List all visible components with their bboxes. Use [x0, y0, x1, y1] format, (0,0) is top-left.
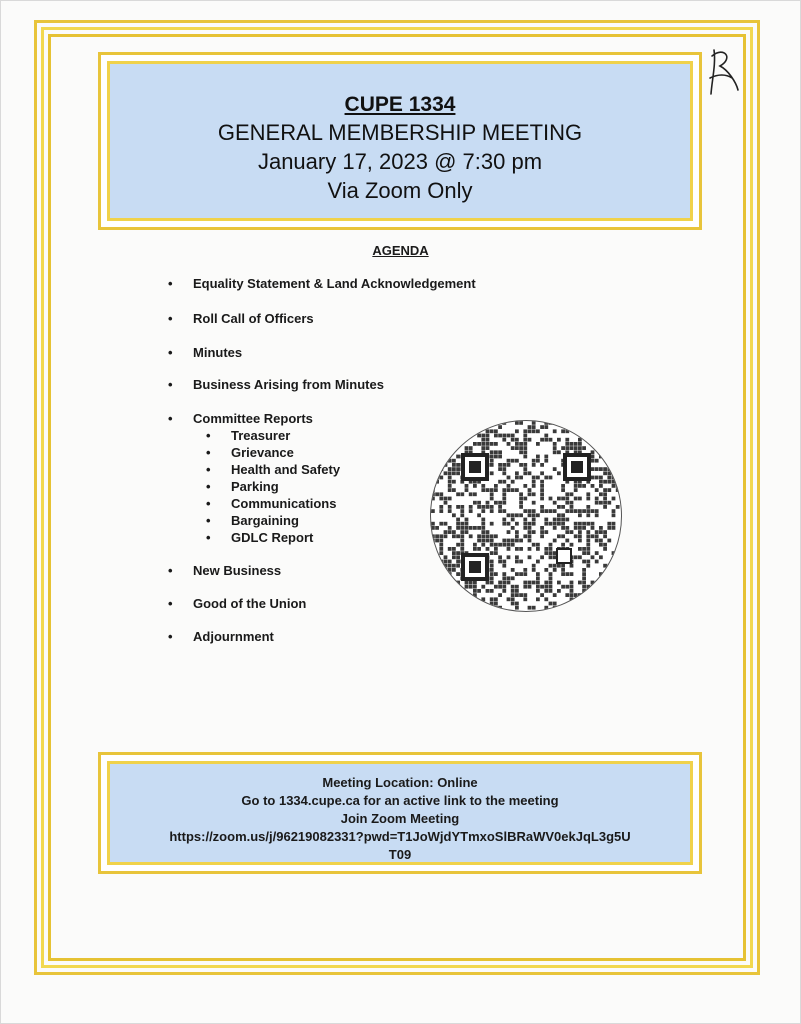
meeting-date: January 17, 2023 @ 7:30 pm — [257, 149, 543, 174]
agenda-item-label: Equality Statement & Land Acknowledgement — [193, 276, 476, 291]
zoom-link[interactable]: https://zoom.us/j/96219082331?pwd=T1JoWjdYTmxoSlBRaWV0ekJqL3g5U — [169, 829, 631, 844]
agenda-item-label: Roll Call of Officers — [193, 311, 314, 326]
bullet: • — [206, 513, 211, 528]
agenda-item-label: Committee Reports — [193, 411, 313, 426]
meeting-type: GENERAL MEMBERSHIP MEETING — [217, 120, 583, 145]
footer-inner — [107, 761, 693, 865]
sub-item-label: Parking — [231, 479, 279, 494]
location-label: Meeting Location: Online — [322, 775, 478, 790]
sub-item-label: Bargaining — [231, 513, 299, 528]
bullet: • — [206, 428, 211, 443]
join-zoom-label: Join Zoom Meeting — [340, 811, 460, 826]
footer-box — [98, 752, 702, 874]
agenda-heading: AGENDA — [372, 243, 429, 258]
bullet: • — [168, 596, 173, 611]
handwritten-initials — [706, 44, 740, 98]
bullet: • — [206, 462, 211, 477]
sub-item-label: Health and Safety — [231, 462, 341, 477]
sub-item-label: Communications — [231, 496, 337, 511]
website-instruction: Go to 1334.cupe.ca for an active link to the meeting — [241, 793, 559, 808]
bullet: • — [168, 377, 173, 392]
bullet: • — [168, 311, 173, 326]
bullet: • — [206, 479, 211, 494]
bullet: • — [168, 563, 173, 578]
bullet: • — [168, 629, 173, 644]
sub-item-label: Treasurer — [231, 428, 291, 443]
qr-code-icon[interactable] — [430, 420, 622, 612]
bullet: • — [206, 496, 211, 511]
header-inner — [107, 61, 693, 221]
meeting-venue: Via Zoom Only — [327, 178, 473, 203]
bullet: • — [168, 345, 173, 360]
bullet: • — [168, 411, 173, 426]
agenda-item-label: Adjournment — [193, 629, 274, 644]
agenda-item-label: Minutes — [193, 345, 243, 360]
header-box — [98, 52, 702, 230]
sub-item-label: Grievance — [231, 445, 294, 460]
bullet: • — [206, 445, 211, 460]
sub-item-label: GDLC Report — [231, 530, 314, 545]
header-text — [110, 92, 690, 205]
agenda-item-label: New Business — [193, 563, 282, 578]
qr-code-graphic — [431, 421, 621, 611]
zoom-link-continued[interactable]: T09 — [388, 847, 412, 862]
bullet: • — [168, 276, 173, 291]
agenda-item-label: Business Arising from Minutes — [193, 377, 384, 392]
bullet: • — [206, 530, 211, 545]
union-title: CUPE 1334 — [344, 93, 456, 116]
agenda-item-label: Good of the Union — [193, 596, 307, 611]
footer-text — [110, 774, 690, 864]
